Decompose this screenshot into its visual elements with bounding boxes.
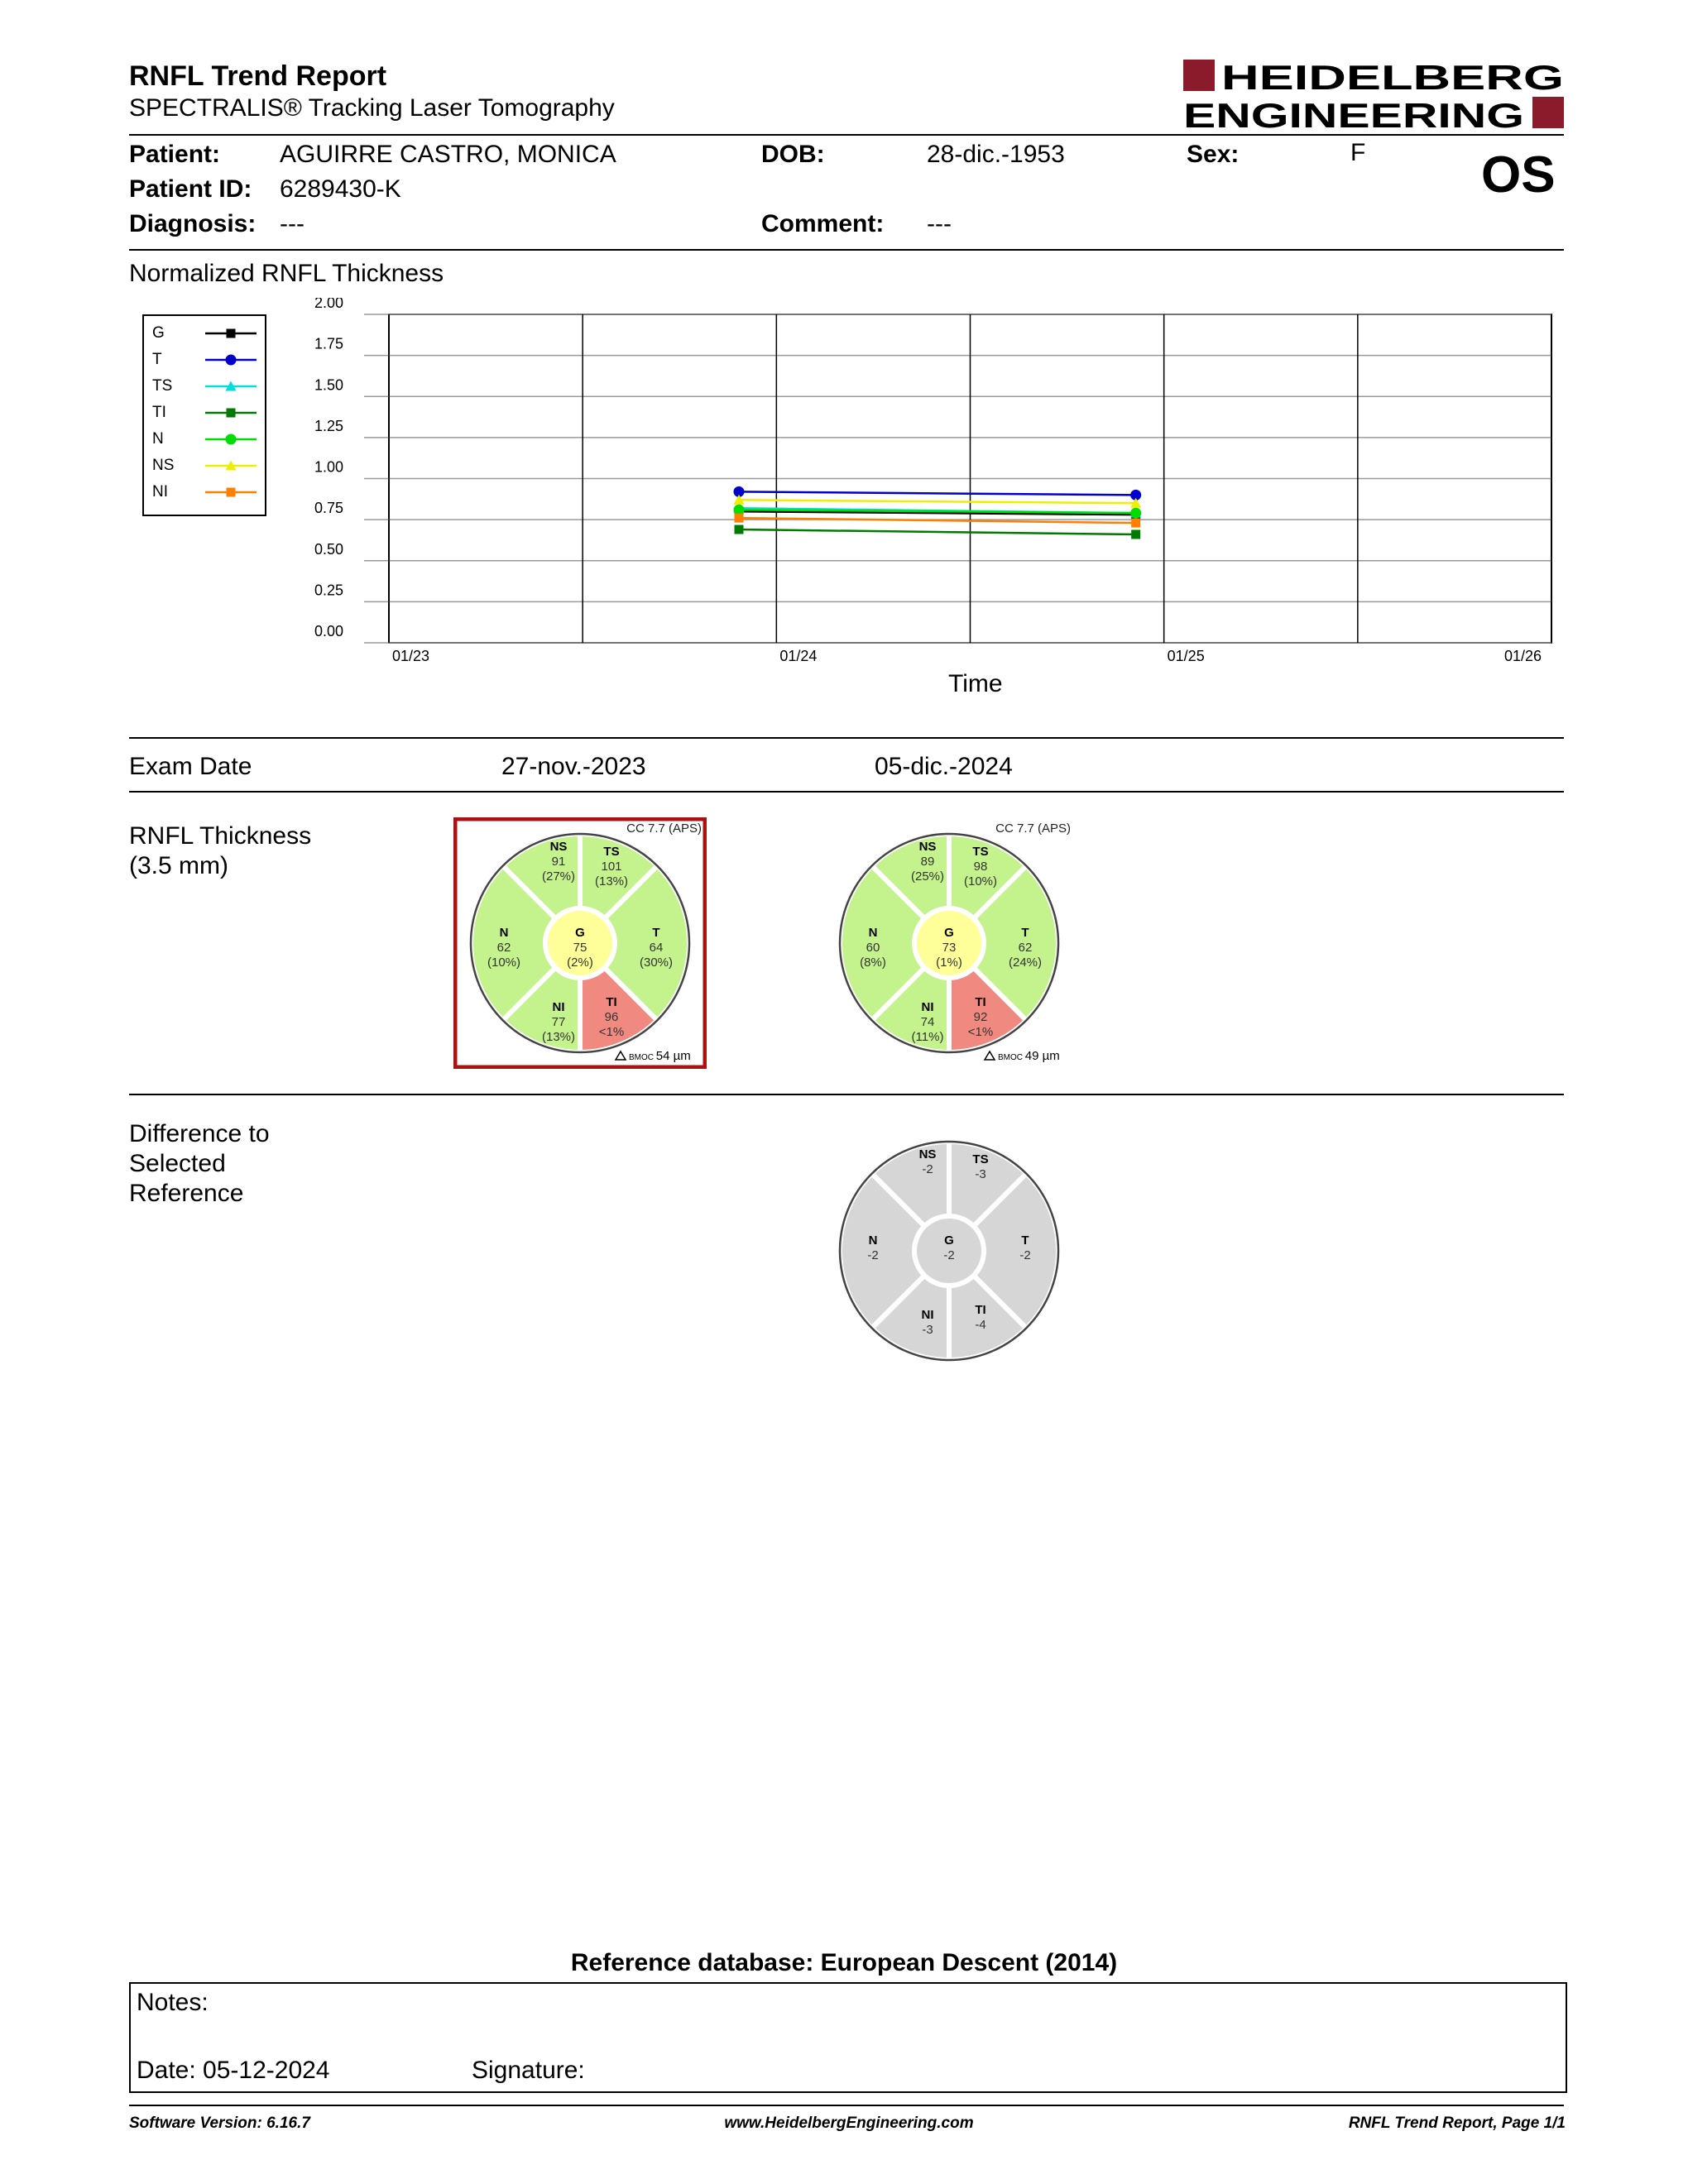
y-tick-label: 1.25 — [314, 417, 343, 434]
logo-line1: HEIDELBERG — [1221, 58, 1564, 97]
rnfl-label-line1: RNFL Thickness — [129, 822, 312, 850]
y-tick-label: 0.00 — [314, 623, 343, 639]
report-title: RNFL Trend Report — [129, 60, 387, 92]
y-tick-label: 1.75 — [314, 335, 343, 352]
rnfl-circle-exam-2 — [822, 817, 1076, 1069]
sector-label-ti: TI 92 <1% — [967, 995, 994, 1039]
difference-label-line1: Difference to — [129, 1120, 270, 1147]
sector-label-ts: TS 101 (13%) — [594, 845, 629, 888]
delta-icon — [616, 1051, 626, 1060]
exam-date-2: 05-dic.-2024 — [875, 753, 1013, 780]
sector-label-ni: NI 74 (11%) — [911, 1000, 944, 1044]
trend-chart — [281, 298, 1572, 711]
sector-label-t: T 62 (24%) — [1008, 926, 1043, 970]
legend-marker — [226, 434, 237, 445]
signature-label: Signature: — [472, 2057, 585, 2084]
y-tick-label: 0.50 — [314, 540, 343, 558]
data-point-ni — [735, 514, 744, 523]
bmoc-label: BMOC 54 µm — [629, 1049, 691, 1063]
comment-value: --- — [927, 210, 952, 237]
patient-name: AGUIRRE CASTRO, MONICA — [280, 141, 616, 168]
y-tick-label: 1.50 — [314, 376, 343, 394]
notes-date: Date: 05-12-2024 — [137, 2057, 330, 2084]
patient-id-label: Patient ID: — [129, 175, 252, 203]
exam-date-1: 27-nov.-2023 — [501, 753, 646, 780]
data-point-ni — [1131, 519, 1140, 528]
legend-item-ns — [149, 452, 261, 478]
cc-label: CC 7.7 (APS) — [995, 821, 1071, 836]
legend-swatch — [202, 427, 260, 452]
sector-label-g: G 75 (2%) — [567, 926, 593, 970]
cc-label: CC 7.7 (APS) — [626, 821, 702, 836]
sector-label-t: T 64 (30%) — [639, 926, 674, 970]
notes-label: Notes: — [137, 1989, 209, 2016]
sector-label-n: N -2 — [867, 1233, 879, 1262]
difference-label-line2: Selected — [129, 1150, 226, 1177]
exam-divider — [129, 791, 1564, 793]
legend-item-ni — [149, 478, 261, 505]
heidelberg-logo — [1183, 58, 1566, 132]
legend-item-t — [149, 346, 261, 372]
website: www.HeidelbergEngineering.com — [724, 2115, 974, 2132]
rnfl-label-line2: (3.5 mm) — [129, 852, 228, 879]
legend-marker — [226, 355, 237, 366]
legend-label: NS — [152, 457, 175, 474]
sex-value: F — [1350, 139, 1366, 166]
exam-date-label: Exam Date — [129, 753, 252, 780]
page-number: RNFL Trend Report, Page 1/1 — [1348, 2115, 1566, 2132]
header-divider — [129, 134, 1564, 136]
legend-label: NI — [152, 483, 168, 500]
diagnosis-value: --- — [280, 210, 305, 237]
legend-swatch — [202, 321, 260, 346]
x-tick-label: 01/23 — [392, 648, 430, 664]
chart-legend — [142, 314, 266, 516]
chart-divider — [129, 737, 1564, 739]
x-tick-label: 01/25 — [1167, 648, 1205, 664]
legend-label: T — [152, 351, 162, 368]
legend-swatch — [202, 347, 260, 372]
y-tick-label: 0.25 — [314, 582, 343, 599]
legend-item-n — [149, 425, 261, 452]
difference-circle — [822, 1125, 1076, 1377]
chart-heading: Normalized RNFL Thickness — [129, 260, 444, 287]
sector-label-n: N 60 (8%) — [860, 926, 886, 970]
notes-box — [129, 1982, 1567, 2093]
sector-label-ni: NI 77 (13%) — [541, 1000, 576, 1044]
legend-marker — [227, 329, 236, 338]
patient-id-value: 6289430-K — [280, 175, 401, 203]
reference-database: Reference database: European Descent (2014) — [570, 1949, 1118, 1976]
bmoc-label: BMOC 49 µm — [998, 1049, 1060, 1063]
data-point-ti — [735, 525, 744, 534]
difference-label-line3: Reference — [129, 1180, 244, 1207]
legend-label: TS — [152, 377, 173, 395]
legend-label: N — [152, 430, 164, 448]
report-subtitle: SPECTRALIS® Tracking Laser Tomography — [129, 94, 615, 122]
sector-label-ns: NS 89 (25%) — [910, 840, 945, 884]
chart-xlabel: Time — [948, 670, 1003, 697]
eye-indicator: OS — [1481, 146, 1556, 204]
sector-label-ts: TS -3 — [972, 1152, 989, 1181]
delta-icon — [985, 1051, 995, 1060]
y-tick-label: 2.00 — [314, 298, 343, 311]
dob-label: DOB: — [761, 141, 825, 168]
legend-swatch — [202, 453, 260, 478]
x-tick-label: 01/26 — [1503, 648, 1542, 664]
legend-item-g — [149, 319, 261, 346]
data-point-n — [1130, 508, 1141, 519]
legend-swatch — [202, 400, 260, 425]
comment-label: Comment: — [761, 210, 885, 237]
sector-label-ni: NI -3 — [921, 1308, 934, 1337]
dob-value: 28-dic.-1953 — [927, 141, 1065, 168]
sex-label: Sex: — [1187, 141, 1240, 168]
sector-label-ns: NS 91 (27%) — [541, 840, 576, 884]
sector-label-ti: TI 96 <1% — [598, 995, 625, 1039]
y-tick-label: 1.00 — [314, 458, 343, 476]
patient-divider — [129, 249, 1564, 251]
rnfl-divider — [129, 1094, 1564, 1095]
legend-label: TI — [152, 404, 166, 421]
legend-swatch — [202, 480, 260, 505]
sector-label-ti: TI -4 — [975, 1303, 986, 1332]
footer-divider — [129, 2105, 1564, 2106]
legend-marker — [227, 409, 236, 418]
sector-label-ts: TS 98 (10%) — [963, 845, 998, 888]
sector-label-t: T -2 — [1019, 1233, 1031, 1262]
sector-label-ns: NS -2 — [918, 1147, 937, 1176]
legend-item-ti — [149, 399, 261, 425]
legend-marker — [227, 488, 236, 497]
legend-item-ts — [149, 372, 261, 399]
logo-line2: ENGINEERING — [1183, 96, 1524, 132]
legend-swatch — [202, 374, 260, 399]
y-tick-label: 0.75 — [314, 500, 343, 517]
patient-label: Patient: — [129, 141, 221, 168]
diagnosis-label: Diagnosis: — [129, 210, 257, 237]
data-point-ti — [1131, 529, 1140, 539]
sector-label-n: N 62 (10%) — [487, 926, 521, 970]
legend-label: G — [152, 324, 165, 342]
x-tick-label: 01/24 — [779, 648, 818, 664]
sector-label-g: G -2 — [943, 1233, 955, 1262]
software-version: Software Version: 6.16.7 — [129, 2115, 310, 2132]
sector-label-g: G 73 (1%) — [936, 926, 962, 970]
rnfl-circle-exam-1 — [453, 817, 707, 1069]
